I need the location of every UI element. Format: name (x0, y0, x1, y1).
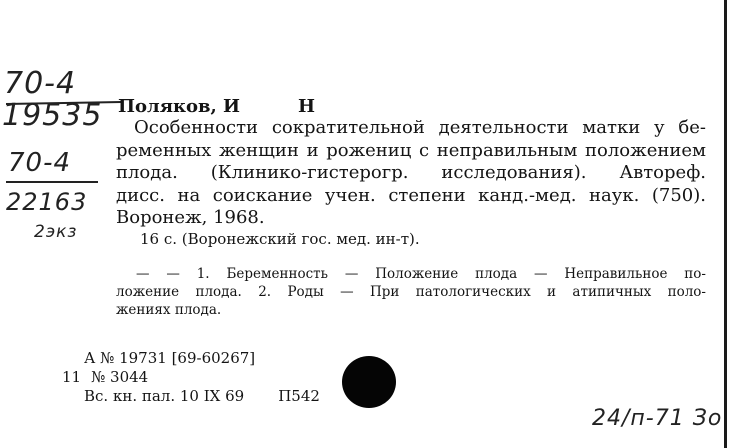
author-initial: Н (298, 96, 316, 117)
description-line: Особенности сократительной деятельности матки у бе- (134, 117, 706, 138)
subject-headings (116, 265, 706, 319)
book-chamber-line (84, 387, 320, 405)
accession-number: А № 19731 [69-60267] (84, 349, 256, 367)
record-number (62, 368, 148, 386)
subject-line: — — 1. Беременность — Положение плода — Неправильное по- (136, 266, 706, 282)
record-number-prefix: 11 (62, 368, 82, 386)
book-chamber-date: Вс. кн. пал. 10 IX 69 (84, 387, 245, 405)
pagination-publisher: 16 с. (Воронежский гос. мед. ин-т). (140, 230, 420, 248)
author-heading (118, 96, 315, 117)
subject-line: ложение плода. 2. Роды — При патологических и атипичных поло- (116, 284, 706, 300)
handwritten-underline-2 (6, 181, 98, 183)
description-line: плода. (Клинико-гистерогр. исследования). Автореф. (116, 162, 706, 183)
description-line: дисс. на соискание учен. степени канд.-мед. наук. (750). (116, 184, 706, 206)
record-number-value: № 3044 (91, 368, 149, 386)
description-line: ременных женщин и рожениц с неправильным положением (116, 139, 706, 161)
handwritten-inventory-number-2: 22163 (6, 188, 88, 216)
handwritten-inventory-number: 19535 (2, 98, 103, 133)
description-line: Воронеж, 1968. (116, 207, 265, 228)
book-chamber-code: П542 (278, 387, 320, 405)
handwritten-signature: 24/п-71 Зо (592, 406, 723, 431)
author-surname: Поляков, И (118, 96, 241, 117)
subject-line: жениях плода. (116, 302, 222, 318)
handwritten-call-number-2: 70-4 (8, 148, 72, 178)
card-edge-line (724, 0, 727, 448)
handwritten-call-number: 70-4 (4, 66, 77, 101)
ink-blot (342, 356, 396, 408)
title-description (116, 117, 706, 230)
handwritten-copies-note: 2экз (34, 222, 78, 242)
